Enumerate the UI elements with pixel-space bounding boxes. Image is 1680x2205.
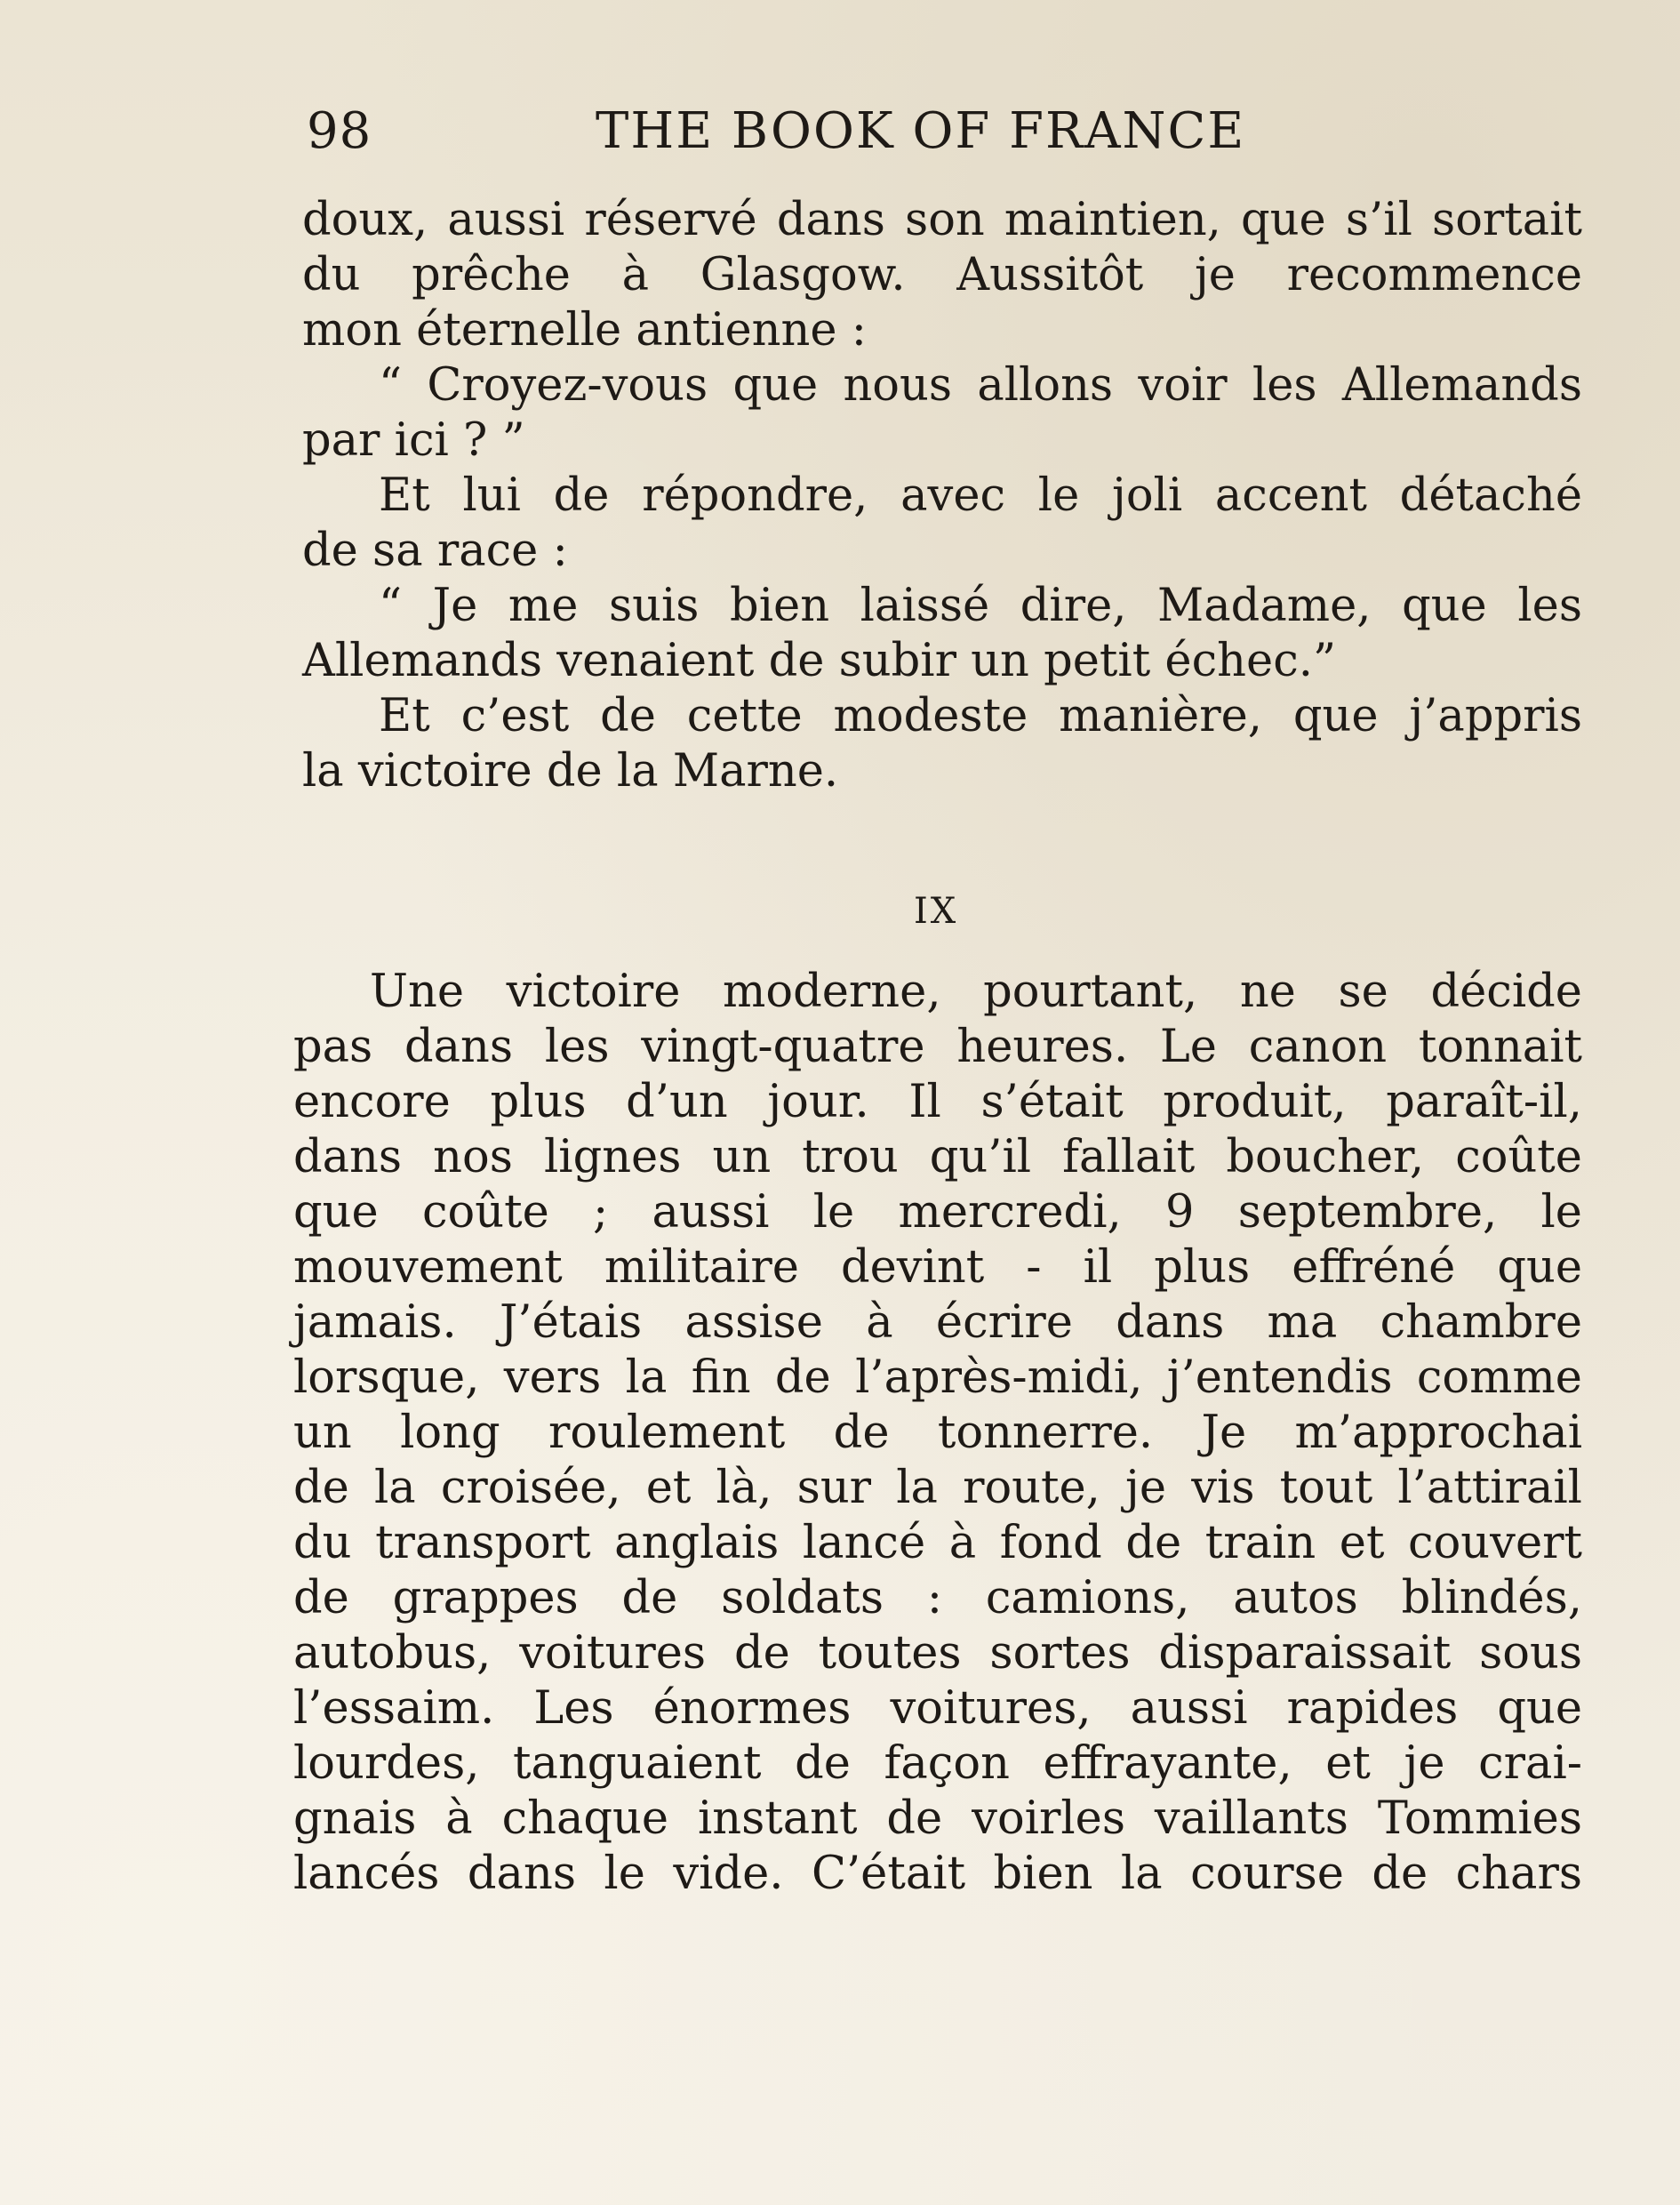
text-line: Allemands venaient de subir un petit échec.” (302, 635, 1337, 687)
text-line: mouvement militaire devint - il plus effréné que (293, 1241, 1582, 1294)
text-line: la victoire de la Marne. (302, 745, 839, 798)
text-line: Et lui de répondre, avec le joli accent détaché (379, 469, 1582, 522)
text-line: jamais. J’étais assise à écrire dans ma chambre (293, 1296, 1582, 1349)
text-line: par ici ? ” (302, 414, 525, 467)
text-line: lourdes, tanguaient de façon effrayante, et je crai- (293, 1737, 1582, 1790)
text-line: Une victoire moderne, pourtant, ne se décide (370, 966, 1582, 1018)
text-line: l’essaim. Les énormes voitures, aussi rapides que (293, 1682, 1582, 1735)
text-line: un long roulement de tonnerre. Je m’approchai (293, 1407, 1582, 1459)
text-line: que coûte ; aussi le mercredi, 9 septembre, le (293, 1186, 1582, 1239)
text-line: de grappes de soldats : camions, autos blindés, (293, 1572, 1582, 1624)
text-line: du prêche à Glasgow. Aussitôt je recommence (302, 249, 1582, 301)
text-line: lorsque, vers la fin de l’après-midi, j’entendis comme (293, 1351, 1582, 1404)
text-line: doux, aussi réservé dans son maintien, que s’il sortait (302, 194, 1582, 246)
text-line: dans nos lignes un trou qu’il fallait boucher, coûte (293, 1131, 1582, 1183)
text-line: du transport anglais lancé à fond de train et couvert (293, 1517, 1582, 1569)
section-numeral: IX (914, 891, 959, 932)
text-line: encore plus d’un jour. Il s’était produit, paraît-il, (293, 1076, 1582, 1128)
text-line: pas dans les vingt-quatre heures. Le canon tonnait (293, 1021, 1582, 1073)
text-line: gnais à chaque instant de voirles vaillants Tommies (293, 1792, 1582, 1845)
text-block-top (302, 193, 1582, 799)
text-line: lancés dans le vide. C’était bien la course de chars (293, 1848, 1582, 1900)
text-line: de sa race : (302, 525, 568, 577)
text-line: autobus, voitures de toutes sortes disparaissait sous (293, 1627, 1582, 1680)
text-line: mon éternelle antienne : (302, 304, 867, 357)
text-block-bottom (293, 965, 1582, 1902)
running-head (307, 96, 1302, 167)
text-line: “ Je me suis bien laissé dire, Madame, que les (379, 580, 1582, 632)
text-line: de la croisée, et là, sur la route, je vis tout l’attirail (293, 1462, 1582, 1514)
text-line: “ Croyez-vous que nous allons voir les Allemands (379, 359, 1582, 412)
text-line: Et c’est de cette modeste manière, que j’appris (379, 690, 1582, 742)
page-number: 98 (307, 102, 372, 160)
running-title: THE BOOK OF FRANCE (596, 102, 1246, 160)
